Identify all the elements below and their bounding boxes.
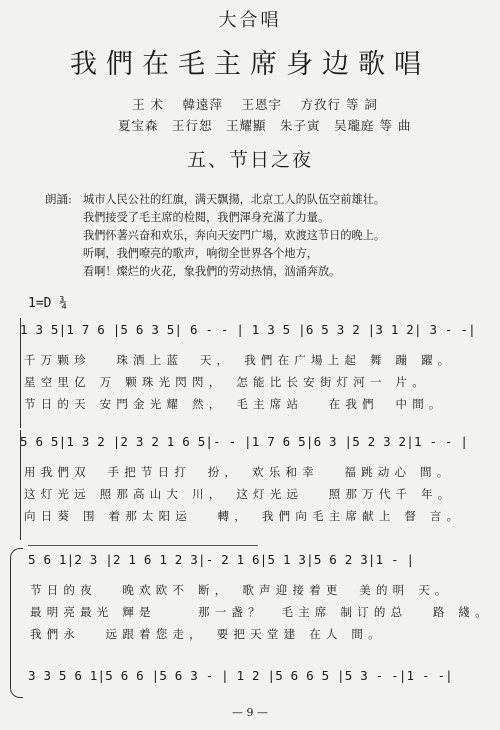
lyric-line: 节日的天 安門金光耀 然， 毛主席站 在我們 中間。 xyxy=(24,397,446,411)
recitation-label: 朗誦: xyxy=(45,192,72,206)
lyric-line: 千万颗珍 珠洒上蓝 天， 我們在广場上起 舞 蹦 躍。 xyxy=(24,353,455,367)
lyric-line: 这灯光远 照那高山大 川， 这灯光远 照那万代千 年。 xyxy=(24,487,455,501)
notation-line: 5 6 5|1 3 2 |2 3 2 1 6 5|- - |1 7 6 5|6 3 |5 2 3 2|1 - - | xyxy=(20,434,469,449)
recitation-line: 听啊，我們嘹亮的歌声，响彻全世界各个地方， xyxy=(83,247,318,260)
genre-label: 大合唱 xyxy=(218,10,282,31)
system-bracket xyxy=(10,548,23,698)
page-number: — 9 — xyxy=(232,706,268,719)
lyric-line: 节日的夜 晚欢欧不 断， 歌声迎接着更 美的明 天。 xyxy=(30,583,452,597)
lyric-line: 最明亮最光 輝是 那一盏？ 毛主席 制订的总 路 綫。 xyxy=(30,605,492,619)
composers-credit: 夏宝森 王行恕 王耀顯 朱子寅 吴瓏庭 等 曲 xyxy=(118,118,412,133)
key-signature: 1=D ¾ xyxy=(28,296,68,311)
lyric-line: 用我們双 手把节日打 扮， 欢乐和幸 福跳动心 間。 xyxy=(24,465,454,479)
notation-line: 5 6 1|2 3 |2 1 6 1 2 3|- 2 1 6|5 1 3|5 6 2 3|1 - | xyxy=(28,552,415,567)
slur-line xyxy=(28,545,258,546)
lyricists-credit: 王 术 韓遠萍 王恩宇 方孜行 等 詞 xyxy=(132,97,378,112)
notation-line: 1 3 5|1 7 6 |5 6 3 5| 6 - - | 1 3 5 |6 5 3 2 |3 1 2| 3 - -| xyxy=(20,322,476,337)
page-title: 我們在毛主席身边歌唱 xyxy=(70,49,430,80)
recitation-line: 我們怀著兴奋和欢乐，奔向天安門广場，欢渡这节日的晚上。 xyxy=(83,229,386,242)
lyric-line: 我們永 远跟着您走， 要把天堂建 在人 間。 xyxy=(30,627,385,641)
recitation-line: 看啊！燦烂的火花，象我們的劳动热情，汹涌奔放。 xyxy=(83,265,341,278)
recitation-line: 城市人民公社的红旗，满天飘揚，北京工人的队伍空前雄壮。 xyxy=(83,193,386,206)
lyric-line: 星空里亿 万 颗珠光閃閃， 怎能比长安街灯河一 片。 xyxy=(24,375,429,389)
recitation-line: 我們接受了毛主席的检閱，我們渾身充滿了力量。 xyxy=(83,211,330,224)
section-title: 五、节日之夜 xyxy=(186,149,313,171)
lyric-line: 向日葵 围 着那太阳运 轉， 我們向毛主席献上 督 言。 xyxy=(24,509,464,523)
notation-line: 3 3 5 6 1|5 6 6 |5 6 3 - | 1 2 |5 6 6 5 |5 3 - -|1 - -| xyxy=(28,668,453,683)
